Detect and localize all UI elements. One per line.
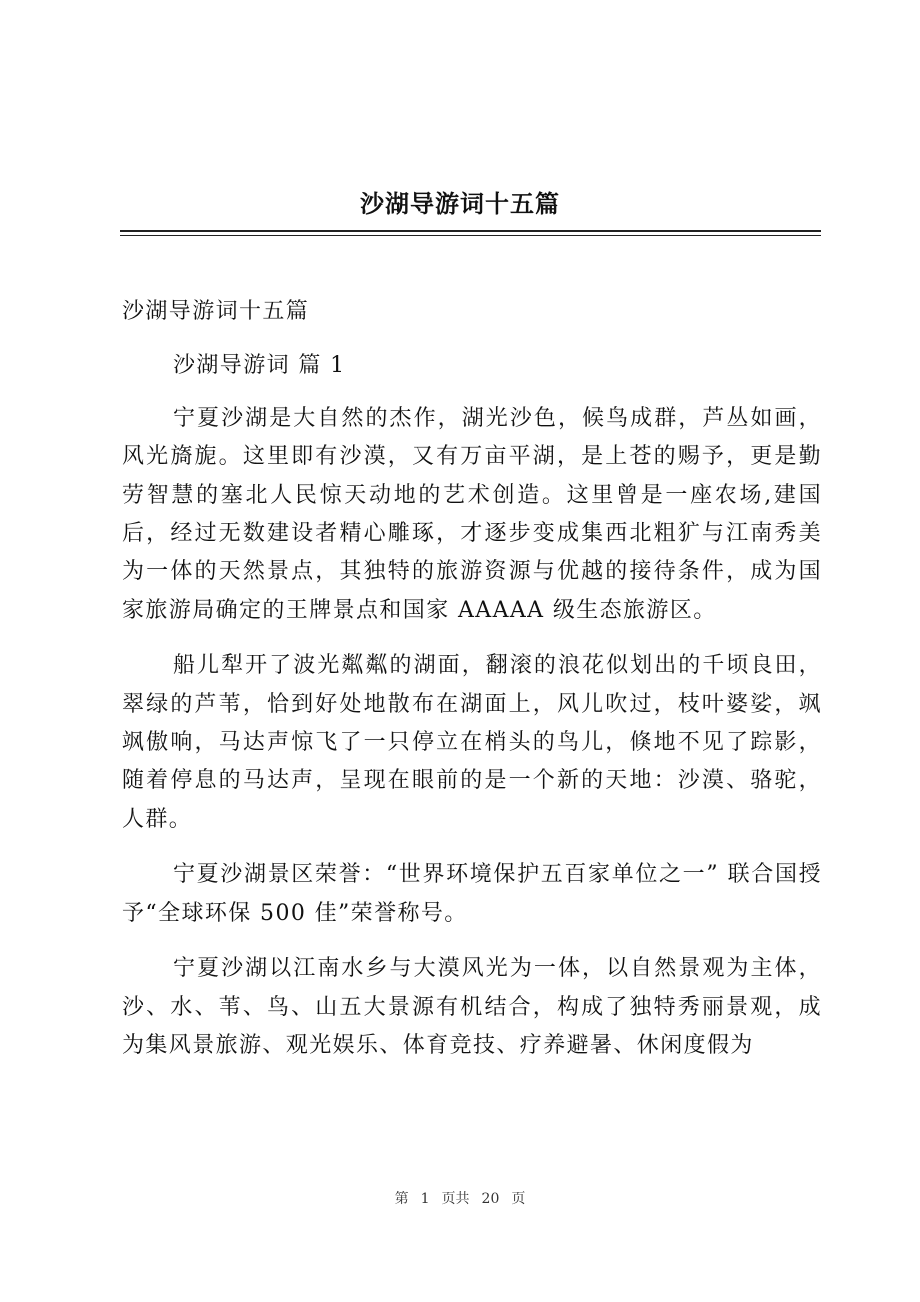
- paragraph: 宁夏沙湖是大自然的杰作，湖光沙色，候鸟成群，芦丛如画，风光旖旎。这里即有沙漠，又有万亩平湖，是上苍的赐予，更是勤劳智慧的塞北人民惊天动地的艺术创造。这里曾是一座农场,建国后，经过无数建设者精心雕琢，才逐步变成集西北粗犷与江南秀美为一体的天然景点，其独特的旅游资源与优越的接待条件，成为国家旅游局确定的王牌景点和国家 AAAAA 级生态旅游区。: [122, 405, 822, 623]
- page-title: 沙湖导游词十五篇: [360, 189, 560, 218]
- footer-suffix: 页: [511, 1191, 526, 1207]
- title-divider-thick: [120, 230, 821, 232]
- footer-prefix: 第: [394, 1191, 409, 1207]
- paragraph: 宁夏沙湖以江南水乡与大漠风光为一体，以自然景观为主体，沙、水、苇、鸟、山五大景源有机结合，构成了独特秀丽景观，成为集风景旅游、观光娱乐、体育竞技、疗养避暑、休闲度假为: [122, 956, 822, 1058]
- document-body: [122, 293, 822, 1082]
- footer-middle: 页共: [441, 1191, 470, 1207]
- document-heading: 沙湖导游词十五篇: [122, 299, 310, 324]
- paragraph: 宁夏沙湖景区荣誉：“世界环境保护五百家单位之一” 联合国授予“全球环保 500 佳”荣誉称号。: [122, 862, 822, 926]
- title-divider-thin: [120, 235, 821, 236]
- paragraph: 船儿犁开了波光粼粼的湖面，翻滚的浪花似划出的千顷良田，翠绿的芦苇，恰到好处地散布在湖面上，风儿吹过，枝叶婆娑，飒飒傲响，马达声惊飞了一只停立在梢头的鸟儿，倏地不见了踪影，随着停息的马达声，呈现在眼前的是一个新的天地：沙漠、骆驼，人群。: [122, 653, 822, 832]
- page-footer: [0, 1189, 920, 1209]
- footer-total-pages: 20: [481, 1191, 500, 1207]
- section-heading: 沙湖导游词 篇 1: [173, 353, 346, 379]
- footer-current-page: 1: [420, 1191, 430, 1207]
